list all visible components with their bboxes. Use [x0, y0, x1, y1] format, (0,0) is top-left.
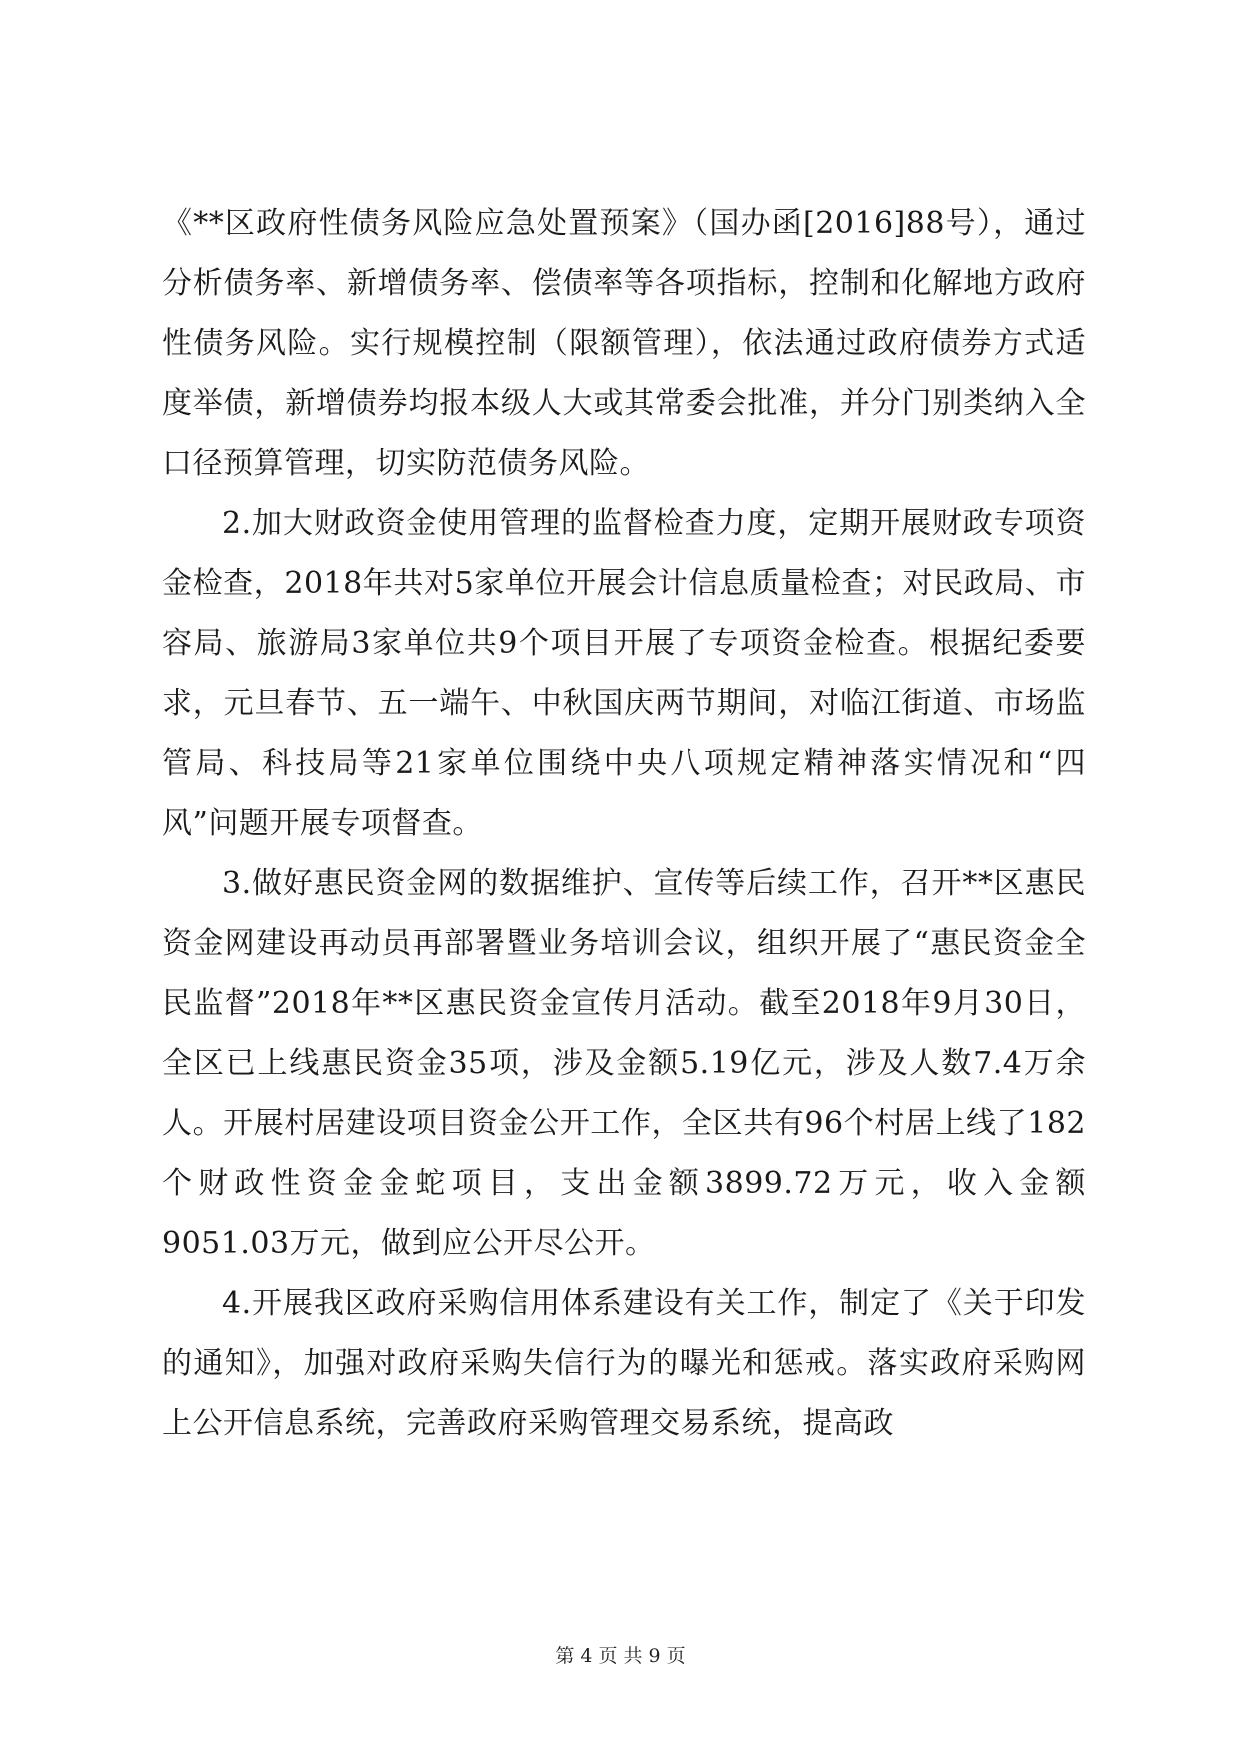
- paragraph-3: 3.做好惠民资金网的数据维护、宣传等后续工作，召开**区惠民资金网建设再动员再部署暨业务培训会议，组织开展了“惠民资金全民监督”2018年**区惠民资金宣传月活动。截至2018年9月30日，全区已上线惠民资金35项，涉及金额5.19亿元，涉及人数7.4万余人。开展村居建设项目资金公开工作，全区共有96个村居上线了182个财政性资金金蛇项目，支出金额3899.72万元，收入金额9051.03万元，做到应公开尽公开。: [162, 866, 1086, 1261]
- paragraph-4: 4.开展我区政府采购信用体系建设有关工作，制定了《关于印发的通知》，加强对政府采购失信行为的曝光和惩戒。落实政府采购网上公开信息系统，完善政府采购管理交易系统，提高政: [162, 1286, 1086, 1441]
- paragraph-2: 2.加大财政资金使用管理的监督检查力度，定期开展财政专项资金检查，2018年共对5家单位开展会计信息质量检查；对民政局、市容局、旅游局3家单位共9个项目开展了专项资金检查。根据纪委要求，元旦春节、五一端午、中秋国庆两节期间，对临江街道、市场监管局、科技局等21家单位围绕中央八项规定精神落实情况和“四风”问题开展专项督查。: [162, 506, 1086, 841]
- paragraph-1: 《**区政府性债务风险应急处置预案》（国办函[2016]88号），通过分析债务率、新增债务率、偿债率等各项指标，控制和化解地方政府性债务风险。实行规模控制（限额管理），依法通过政府债券方式适度举债，新增债券均报本级人大或其常委会批准，并分门别类纳入全口径预算管理，切实防范债务风险。: [162, 206, 1086, 481]
- page-number-footer: 第 4 页 共 9 页: [555, 1645, 686, 1667]
- document-body: [162, 194, 1086, 1454]
